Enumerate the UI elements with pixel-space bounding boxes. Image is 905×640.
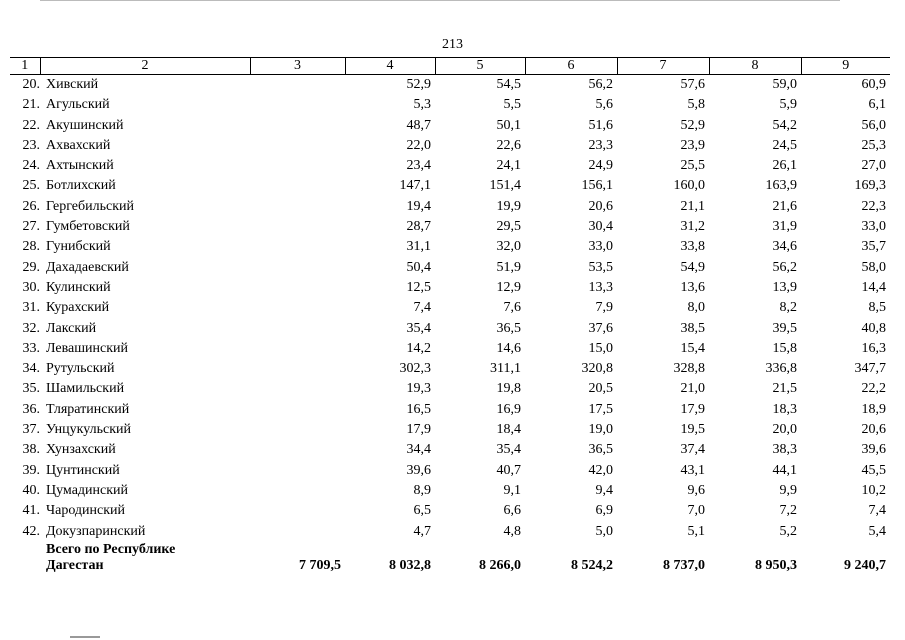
cell-col-6: 15,0: [588, 340, 613, 356]
cell-col-7: 57,6: [680, 77, 705, 92]
cell-col-6: 7,9: [595, 300, 613, 316]
cell-col-4: 17,9: [406, 422, 431, 438]
district-name: Гунибский: [46, 239, 111, 255]
cell-col-6: 24,9: [588, 158, 613, 174]
cell-col-7: 25,5: [680, 158, 705, 174]
cell-col-4: 48,7: [406, 117, 431, 133]
cell-col-9: 39,6: [861, 442, 886, 458]
cell-col-6: 6,9: [595, 503, 613, 519]
row-number: 36.: [22, 401, 40, 417]
cell-col-4: 28,7: [406, 219, 431, 235]
table-row: [10, 400, 890, 420]
cell-col-4: 23,4: [406, 158, 431, 174]
cell-col-5: 35,4: [496, 442, 521, 458]
cell-col-8: 336,8: [765, 361, 797, 377]
cell-col-5: 32,0: [496, 239, 521, 255]
table-row: [10, 258, 890, 278]
district-name: Акушинский: [46, 117, 124, 133]
cell-col-4: 39,6: [406, 462, 431, 478]
total-col-8: 8 950,3: [755, 557, 797, 573]
cell-col-4: 50,4: [406, 259, 431, 275]
cell-col-9: 20,6: [861, 422, 886, 438]
cell-col-5: 6,6: [503, 503, 521, 519]
cell-col-4: 34,4: [406, 442, 431, 458]
row-number: 32.: [22, 320, 40, 336]
row-number: 24.: [22, 158, 40, 174]
district-name: Чародинский: [46, 503, 126, 519]
district-name: Унцукульский: [46, 422, 132, 438]
row-number: 40.: [22, 482, 40, 498]
cell-col-4: 8,9: [413, 482, 431, 498]
cell-col-4: 52,9: [406, 77, 431, 92]
district-name: Шамильский: [46, 381, 125, 397]
cell-col-9: 16,3: [861, 340, 886, 356]
cell-col-4: 147,1: [399, 178, 431, 194]
cell-col-9: 27,0: [861, 158, 886, 174]
cell-col-8: 24,5: [772, 137, 797, 153]
cell-col-7: 8,0: [687, 300, 705, 316]
district-name: Цунтинский: [46, 462, 120, 478]
cell-col-3: [250, 298, 345, 318]
cell-col-9: 58,0: [861, 259, 886, 275]
cell-col-7: 5,8: [687, 97, 705, 113]
cell-col-6: 9,4: [595, 482, 613, 498]
cell-col-7: 17,9: [680, 401, 705, 417]
row-number: 33.: [22, 340, 40, 356]
table-row: [10, 176, 890, 196]
total-row-label: [10, 542, 890, 557]
cell-col-9: 22,3: [861, 198, 886, 214]
district-name: Хунзахский: [46, 442, 116, 458]
cell-col-5: 19,8: [496, 381, 521, 397]
cell-col-3: [250, 95, 345, 115]
cell-col-6: 320,8: [581, 361, 613, 377]
cell-col-7: 9,6: [687, 482, 705, 498]
cell-col-7: 54,9: [680, 259, 705, 275]
cell-col-9: 169,3: [854, 178, 886, 194]
cell-col-9: 6,1: [868, 97, 886, 113]
cell-col-4: 31,1: [406, 239, 431, 255]
table-row: [10, 75, 890, 96]
cell-col-4: 19,3: [406, 381, 431, 397]
cell-col-5: 19,9: [496, 198, 521, 214]
row-number: 35.: [22, 381, 40, 397]
total-label-line1: Всего по Республике: [46, 541, 176, 557]
cell-col-4: 4,7: [413, 523, 431, 539]
cell-col-6: 20,5: [588, 381, 613, 397]
cell-col-5: 151,4: [489, 178, 521, 194]
cell-col-8: 18,3: [772, 401, 797, 417]
cell-col-7: 31,2: [680, 219, 705, 235]
cell-col-4: 16,5: [406, 401, 431, 417]
cell-col-5: 9,1: [503, 482, 521, 498]
table-row: [10, 440, 890, 460]
cell-col-6: 13,3: [588, 279, 613, 295]
cell-col-6: 42,0: [588, 462, 613, 478]
row-number: 31.: [22, 300, 40, 316]
table-row: [10, 319, 890, 339]
table-row: [10, 298, 890, 318]
district-name: Ботлихский: [46, 178, 116, 194]
cell-col-9: 10,2: [861, 482, 886, 498]
column-header-2: 2: [40, 58, 250, 75]
district-name: Хивский: [46, 77, 99, 92]
cell-col-4: 302,3: [399, 361, 431, 377]
cell-col-6: 30,4: [588, 219, 613, 235]
total-col-3: 7 709,5: [299, 557, 341, 573]
column-header-6: 6: [525, 58, 617, 75]
cell-col-5: 4,8: [503, 523, 521, 539]
cell-col-7: 43,1: [680, 462, 705, 478]
row-number: 27.: [22, 219, 40, 235]
column-header-9: 9: [801, 58, 890, 75]
cell-col-7: 5,1: [687, 523, 705, 539]
cell-col-8: 38,3: [772, 442, 797, 458]
cell-col-8: 5,2: [779, 523, 797, 539]
cell-col-5: 12,9: [496, 279, 521, 295]
data-table: [10, 57, 890, 574]
cell-col-6: 5,6: [595, 97, 613, 113]
cell-col-6: 19,0: [588, 422, 613, 438]
column-header-7: 7: [617, 58, 709, 75]
cell-col-8: 163,9: [765, 178, 797, 194]
table-row: [10, 481, 890, 501]
table-row: [10, 116, 890, 136]
cell-col-7: 15,4: [680, 340, 705, 356]
cell-col-7: 33,8: [680, 239, 705, 255]
cell-col-4: 35,4: [406, 320, 431, 336]
cell-col-3: [250, 339, 345, 359]
total-col-4: 8 032,8: [389, 557, 431, 573]
cell-col-6: 53,5: [588, 259, 613, 275]
row-number: 23.: [22, 137, 40, 153]
cell-col-9: 22,2: [861, 381, 886, 397]
cell-col-5: 54,5: [496, 77, 521, 92]
cell-col-6: 37,6: [588, 320, 613, 336]
cell-col-3: [250, 319, 345, 339]
row-number: 29.: [22, 259, 40, 275]
cell-col-3: [250, 420, 345, 440]
table-row: [10, 197, 890, 217]
cell-col-9: 45,5: [861, 462, 886, 478]
row-number: 34.: [22, 361, 40, 377]
table-row: [10, 237, 890, 257]
table-row: [10, 379, 890, 399]
cell-col-9: 25,3: [861, 137, 886, 153]
cell-col-8: 13,9: [772, 279, 797, 295]
cell-col-3: [250, 522, 345, 542]
cell-col-8: 56,2: [772, 259, 797, 275]
row-number: 26.: [22, 198, 40, 214]
cell-col-8: 44,1: [772, 462, 797, 478]
cell-col-7: 23,9: [680, 137, 705, 153]
district-name: Рутульский: [46, 361, 115, 377]
district-name: Агульский: [46, 97, 110, 113]
row-number: 41.: [22, 503, 40, 519]
cell-col-9: 5,4: [868, 523, 886, 539]
row-number: 37.: [22, 422, 40, 438]
cell-col-6: 36,5: [588, 442, 613, 458]
total-label-line2: Дагестан: [46, 557, 104, 573]
total-row: [10, 557, 890, 574]
cell-col-8: 15,8: [772, 340, 797, 356]
cell-col-4: 19,4: [406, 198, 431, 214]
cell-col-8: 34,6: [772, 239, 797, 255]
cell-col-3: [250, 461, 345, 481]
column-header-3: 3: [250, 58, 345, 75]
table-row: [10, 359, 890, 379]
cell-col-9: 40,8: [861, 320, 886, 336]
total-col-9: 9 240,7: [844, 557, 886, 573]
district-name: Цумадинский: [46, 482, 129, 498]
cell-col-4: 14,2: [406, 340, 431, 356]
row-number: 30.: [22, 279, 40, 295]
page-number: 213: [442, 37, 463, 52]
cell-col-3: [250, 400, 345, 420]
cell-col-9: 347,7: [854, 361, 886, 377]
cell-col-9: 56,0: [861, 117, 886, 133]
cell-col-3: [250, 176, 345, 196]
column-number-row: [10, 58, 890, 75]
cell-col-7: 37,4: [680, 442, 705, 458]
district-name: Курахский: [46, 300, 110, 316]
cell-col-8: 21,5: [772, 381, 797, 397]
table-row: [10, 420, 890, 440]
cell-col-3: [250, 136, 345, 156]
cell-col-3: [250, 440, 345, 460]
district-name: Дахадаевский: [46, 259, 129, 275]
cell-col-9: 7,4: [868, 503, 886, 519]
cell-col-7: 160,0: [673, 178, 705, 194]
cell-col-7: 52,9: [680, 117, 705, 133]
table-row: [10, 217, 890, 237]
cell-col-6: 23,3: [588, 137, 613, 153]
cell-col-7: 13,6: [680, 279, 705, 295]
cell-col-5: 22,6: [496, 137, 521, 153]
cell-col-5: 50,1: [496, 117, 521, 133]
cell-col-3: [250, 116, 345, 136]
cell-col-3: [250, 156, 345, 176]
table-row: [10, 461, 890, 481]
cell-col-9: 14,4: [861, 279, 886, 295]
cell-col-4: 22,0: [406, 137, 431, 153]
district-name: Ахвахский: [46, 137, 111, 153]
cell-col-3: [250, 278, 345, 298]
cell-col-8: 31,9: [772, 219, 797, 235]
total-col-6: 8 524,2: [571, 557, 613, 573]
district-name: Левашинский: [46, 340, 129, 356]
table-row: [10, 278, 890, 298]
cell-col-3: [250, 217, 345, 237]
column-header-5: 5: [435, 58, 525, 75]
district-name: Ахтынский: [46, 158, 114, 174]
district-name: Докузпаринский: [46, 523, 146, 539]
top-rule: [40, 0, 840, 1]
cell-col-6: 17,5: [588, 401, 613, 417]
cell-col-7: 21,1: [680, 198, 705, 214]
cell-col-6: 56,2: [588, 77, 613, 92]
row-number: 28.: [22, 239, 40, 255]
total-col-7: 8 737,0: [663, 557, 705, 573]
cell-col-9: 60,9: [861, 77, 886, 92]
table-row: [10, 522, 890, 542]
scan-mark: [70, 636, 100, 638]
cell-col-3: [250, 359, 345, 379]
row-number: 21.: [22, 97, 40, 113]
cell-col-8: 7,2: [779, 503, 797, 519]
cell-col-5: 29,5: [496, 219, 521, 235]
row-number: 38.: [22, 442, 40, 458]
cell-col-4: 7,4: [413, 300, 431, 316]
cell-col-5: 40,7: [496, 462, 521, 478]
district-name: Тляратинский: [46, 401, 130, 417]
district-name: Кулинский: [46, 279, 111, 295]
cell-col-8: 5,9: [779, 97, 797, 113]
cell-col-8: 26,1: [772, 158, 797, 174]
cell-col-9: 8,5: [868, 300, 886, 316]
cell-col-8: 21,6: [772, 198, 797, 214]
cell-col-5: 24,1: [496, 158, 521, 174]
cell-col-8: 9,9: [779, 482, 797, 498]
cell-col-3: [250, 258, 345, 278]
column-header-8: 8: [709, 58, 801, 75]
cell-col-6: 33,0: [588, 239, 613, 255]
cell-col-6: 20,6: [588, 198, 613, 214]
table-row: [10, 339, 890, 359]
cell-col-7: 38,5: [680, 320, 705, 336]
cell-col-5: 5,5: [503, 97, 521, 113]
total-col-5: 8 266,0: [479, 557, 521, 573]
cell-col-3: [250, 379, 345, 399]
row-number: 42.: [22, 523, 40, 539]
cell-col-8: 20,0: [772, 422, 797, 438]
cell-col-7: 7,0: [687, 503, 705, 519]
cell-col-5: 14,6: [496, 340, 521, 356]
table-row: [10, 95, 890, 115]
table-row: [10, 156, 890, 176]
table-row: [10, 136, 890, 156]
cell-col-6: 5,0: [595, 523, 613, 539]
cell-col-8: 39,5: [772, 320, 797, 336]
row-number: 25.: [22, 178, 40, 194]
cell-col-8: 54,2: [772, 117, 797, 133]
row-number: 39.: [22, 462, 40, 478]
cell-col-5: 311,1: [490, 361, 521, 377]
table-row: [10, 501, 890, 521]
cell-col-5: 7,6: [503, 300, 521, 316]
cell-col-7: 328,8: [673, 361, 705, 377]
cell-col-3: [250, 197, 345, 217]
cell-col-3: [250, 501, 345, 521]
cell-col-9: 33,0: [861, 219, 886, 235]
district-name: Гумбетовский: [46, 219, 130, 235]
district-name: Лакский: [46, 320, 97, 336]
cell-col-8: 8,2: [779, 300, 797, 316]
cell-col-4: 6,5: [413, 503, 431, 519]
cell-col-6: 156,1: [581, 178, 613, 194]
cell-col-5: 36,5: [496, 320, 521, 336]
cell-col-9: 18,9: [861, 401, 886, 417]
row-number: 20.: [22, 77, 40, 92]
cell-col-9: 35,7: [861, 239, 886, 255]
cell-col-3: [250, 237, 345, 257]
column-header-4: 4: [345, 58, 435, 75]
cell-col-4: 5,3: [413, 97, 431, 113]
cell-col-5: 51,9: [496, 259, 521, 275]
district-name: Гергебильский: [46, 198, 134, 214]
column-header-1: 1: [10, 58, 40, 75]
cell-col-7: 21,0: [680, 381, 705, 397]
cell-col-3: [250, 481, 345, 501]
cell-col-7: 19,5: [680, 422, 705, 438]
cell-col-4: 12,5: [406, 279, 431, 295]
cell-col-5: 16,9: [496, 401, 521, 417]
cell-col-3: [250, 75, 345, 96]
row-number: 22.: [22, 117, 40, 133]
cell-col-5: 18,4: [496, 422, 521, 438]
cell-col-6: 51,6: [588, 117, 613, 133]
cell-col-8: 59,0: [772, 77, 797, 92]
